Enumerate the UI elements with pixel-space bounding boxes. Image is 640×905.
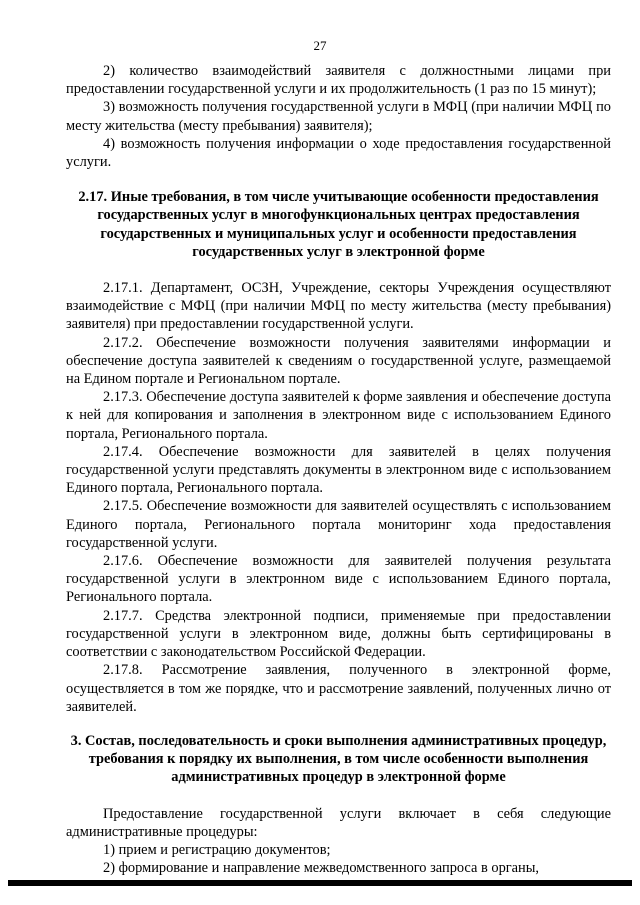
paragraph-2-17-3: 2.17.3. Обеспечение доступа заявителей к форме заявления и обеспечение доступа к ней для копирования и заполнения в электронном виде с использованием Единого портала, Регионального портала. [66, 389, 611, 442]
document-body [66, 62, 611, 877]
list-item: 1) прием и регистрацию документов; [103, 841, 331, 858]
section-heading-2-17: 2.17. Иные требования, в том числе учитывающие особенности предоставления государственных услуг в многофункциональных центрах предоставления государственных и муниципальных услуг и особенности предоставления государственных услуг в электронной форме [78, 189, 599, 260]
paragraph-2-17-1: 2.17.1. Департамент, ОСЗН, Учреждение, секторы Учреждения осуществляют взаимодействие с МФЦ (при наличии МФЦ по месту жительства (месту пребывания) заявителя) при предоставлении государственной услуги. [66, 280, 611, 333]
paragraph-2-17-7: 2.17.7. Средства электронной подписи, применяемые при предоставлении государственной услуги в электронном виде, должны быть сертифицированы в соответствии с законодательством Российской Федерации. [66, 607, 611, 661]
paragraph-2-17-2: 2.17.2. Обеспечение возможности получения заявителями информации и обеспечение доступа заявителей к сведениям о государственной услуге, размещаемой на Едином портале и Региональном портале. [66, 334, 611, 388]
list-item: 3) возможность получения государственной услуги в МФЦ (при наличии МФЦ по месту жительства (месту пребывания) заявителя); [66, 99, 611, 134]
list-item: 2) количество взаимодействий заявителя с должностными лицами при предоставлении государственной услуги и их продолжительность (1 раз по 15 минут); [66, 63, 611, 98]
paragraph-2-17-8: 2.17.8. Рассмотрение заявления, полученного в электронной форме, осуществляется в том же порядке, что и рассмотрение заявлений, полученных лично от заявителей. [66, 662, 611, 715]
list-item: 2) формирование и направление межведомственного запроса в органы, [103, 860, 540, 877]
bottom-scan-border [8, 880, 632, 886]
section-heading-3: 3. Состав, последовательность и сроки выполнения административных процедур, требования к порядку их выполнения, в том числе особенности выполнения административных процедур в электронной форме [70, 732, 607, 786]
page-number: 27 [313, 38, 327, 53]
paragraph-3-intro: Предоставление государственной услуги включает в себя следующие административные процедуры: [66, 805, 611, 840]
list-item: 4) возможность получения информации о ходе предоставления государственной услуги. [66, 135, 611, 171]
paragraph-2-17-4: 2.17.4. Обеспечение возможности для заявителей в целях получения государственной услуги представлять документы в электронном виде с использованием Единого портала, Регионального портала. [66, 443, 611, 497]
paragraph-2-17-5: 2.17.5. Обеспечение возможности для заявителей осуществлять с использованием Единого портала, Регионального портала мониторинг хода предоставления государственной услуги. [66, 498, 611, 551]
paragraph-2-17-6: 2.17.6. Обеспечение возможности для заявителей получения результата государственной услуги в электронном виде с использованием Единого портала, Регионального портала. [66, 553, 611, 606]
